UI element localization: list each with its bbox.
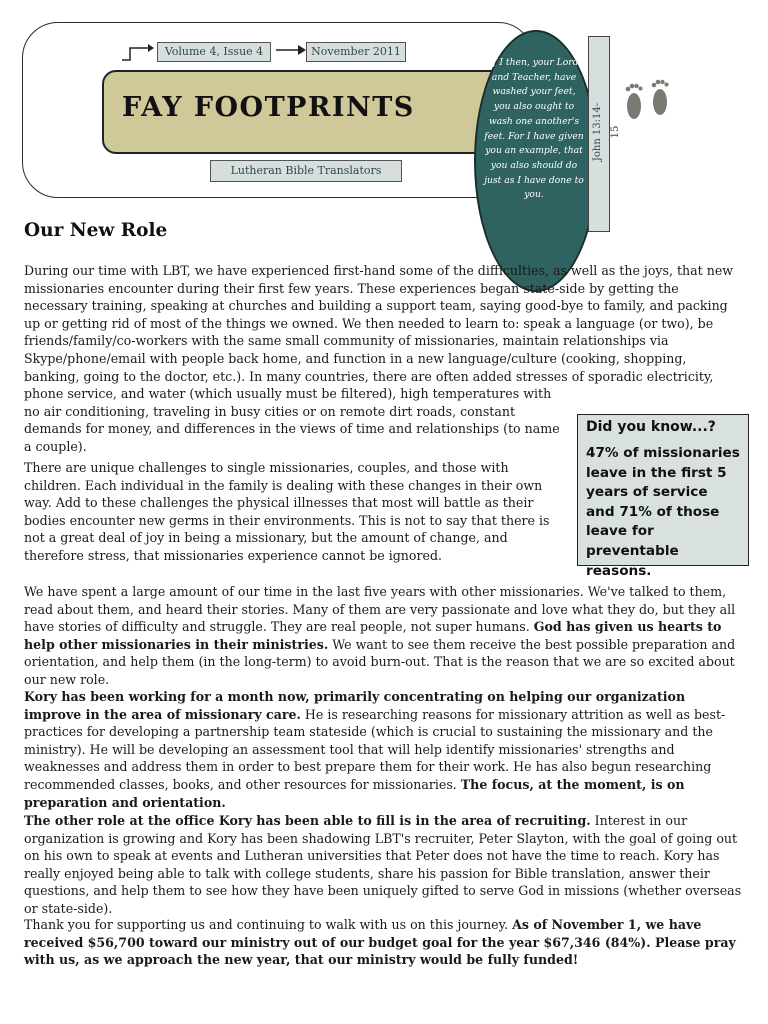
paragraph-6	[24, 916, 742, 969]
footprints-icon	[620, 72, 676, 126]
paragraph-3-tail: We want to see them receive the best possible preparation and orientation, and help them (in the long-term) to avoid burn-out. That is the reason that we are so excited about our new role.	[24, 636, 736, 687]
volume-tag: Volume 4, Issue 4	[157, 42, 271, 62]
right-arrow-icon	[274, 42, 308, 58]
paragraph-6-text: Thank you for supporting us and continuing to walk with us on this journey.	[24, 917, 513, 932]
paragraph-5-text: Interest in our organization is growing and Kory has been shadowing LBT's recruiter, Peter Slayton, with the goal of going out on his own to speak at events and Lutheran universities that Peter does not have the time to reach. Kory has really enjoyed being able to talk with college students, share his passion for Bible translation, answer their questions, and help them to see how they have been uniquely gifted to serve God in missions (whether overseas or state-side).	[24, 813, 742, 916]
paragraph-3-body	[24, 583, 742, 689]
article-heading: Our New Role	[24, 220, 168, 241]
paragraph-2	[24, 459, 562, 565]
paragraph-3	[24, 583, 742, 689]
did-you-know-box	[577, 414, 749, 579]
paragraph-6-bold: As of November 1, we have received $56,700 toward our ministry out of our budget goal for the year $67,346 (84%). Please pray with us, as we approach the new year, that our ministry would be fully funded!	[24, 917, 736, 968]
paragraph-4	[24, 688, 742, 811]
paragraph-6-body	[24, 916, 742, 969]
paragraph-5-bold: The other role at the office Kory has been able to fill is in the area of recruiting.	[24, 813, 591, 828]
paragraph-5	[24, 812, 742, 918]
paragraph-3-bold: God has given us hearts to help other missionaries in their ministries.	[24, 619, 722, 652]
date-tag: November 2011	[306, 42, 406, 62]
paragraph-3-text: We have spent a large amount of our time in the last five years with other missionaries. We've talked to them, read about them, and heard their stories. Many of them are very passionate and love what they do, but they all have stories of difficulty and struggle. They are real people, not super humans.	[24, 584, 736, 635]
organization-tag: Lutheran Bible Translators	[210, 160, 402, 182]
paragraph-1-text: During our time with LBT, we have experienced first-hand some of the difficulties, as well as the joys, that new missionaries encounter during their first few years. These experiences began state-side by getting the necessary training, speaking at churches and building a support team, saying good-bye to family, and packing up or getting rid of most of the things we owned. We then needed to learn to: speak a language (or two), be friends/family/co-workers with the same small community of missionaries, maintain relationships via Skype/phone/email with people back home, and function in a new language/culture (cooking, shopping, banking, going to the doctor, etc.). In many countries, there are often added stresses of sporadic electricity, phone service, and water (which usually must be filtered), high temperatures with no air conditioning, traveling in busy cities or on remote dirt roads, constant demands for money, and differences in the views of time and relationships (to name a couple).	[24, 263, 734, 454]
missionary-fact: 47% of missionaries leave in the first 5 years of service and 71% of those leave for preventable reasons.	[586, 445, 740, 579]
paragraph-4-body	[24, 688, 742, 811]
paragraph-4-bold: Kory has been working for a month now, primarily concentrating on helping our organization improve in the area of missionary care.	[24, 689, 686, 722]
bible-verse: If I then, your Lord and Teacher, have washed your feet, you also ought to wash one another's feet. For I have given you an example, that you also should do just as I have done to you.	[484, 57, 584, 201]
bent-arrow-icon	[118, 40, 158, 64]
newsletter-title: FAY FOOTPRINTS	[122, 92, 415, 123]
paragraph-5-body	[24, 812, 742, 918]
paragraph-4-bold-end: The focus, at the moment, is on preparation and orientation.	[24, 776, 685, 810]
paragraph-4-text: He is researching reasons for missionary attrition as well as best-practices for developing a partnership team stateside (which is crucial to sustaining the missionary and the ministry). He will be developing an assessment tool that will help identify missionaries' strengths and weaknesses and address them in order to best prepare them for their work. He has also begun researching recommended classes, books, and other resources for missionaries.	[24, 706, 726, 792]
did-you-know-heading: Did you know...?	[586, 419, 716, 435]
paragraph-2-text: There are unique challenges to single missionaries, couples, and those with children. Each individual in the family is dealing with these changes in their own way. Add to these challenges the physical illnesses that most will battle as their bodies encounter new germs in their environments. This is not to say that there is not a great deal of joy in being a missionary, but the amount of change, and therefore stress, that missionaries experience cannot be ignored.	[24, 460, 550, 563]
verse-reference: John 13:14-15	[592, 102, 621, 162]
